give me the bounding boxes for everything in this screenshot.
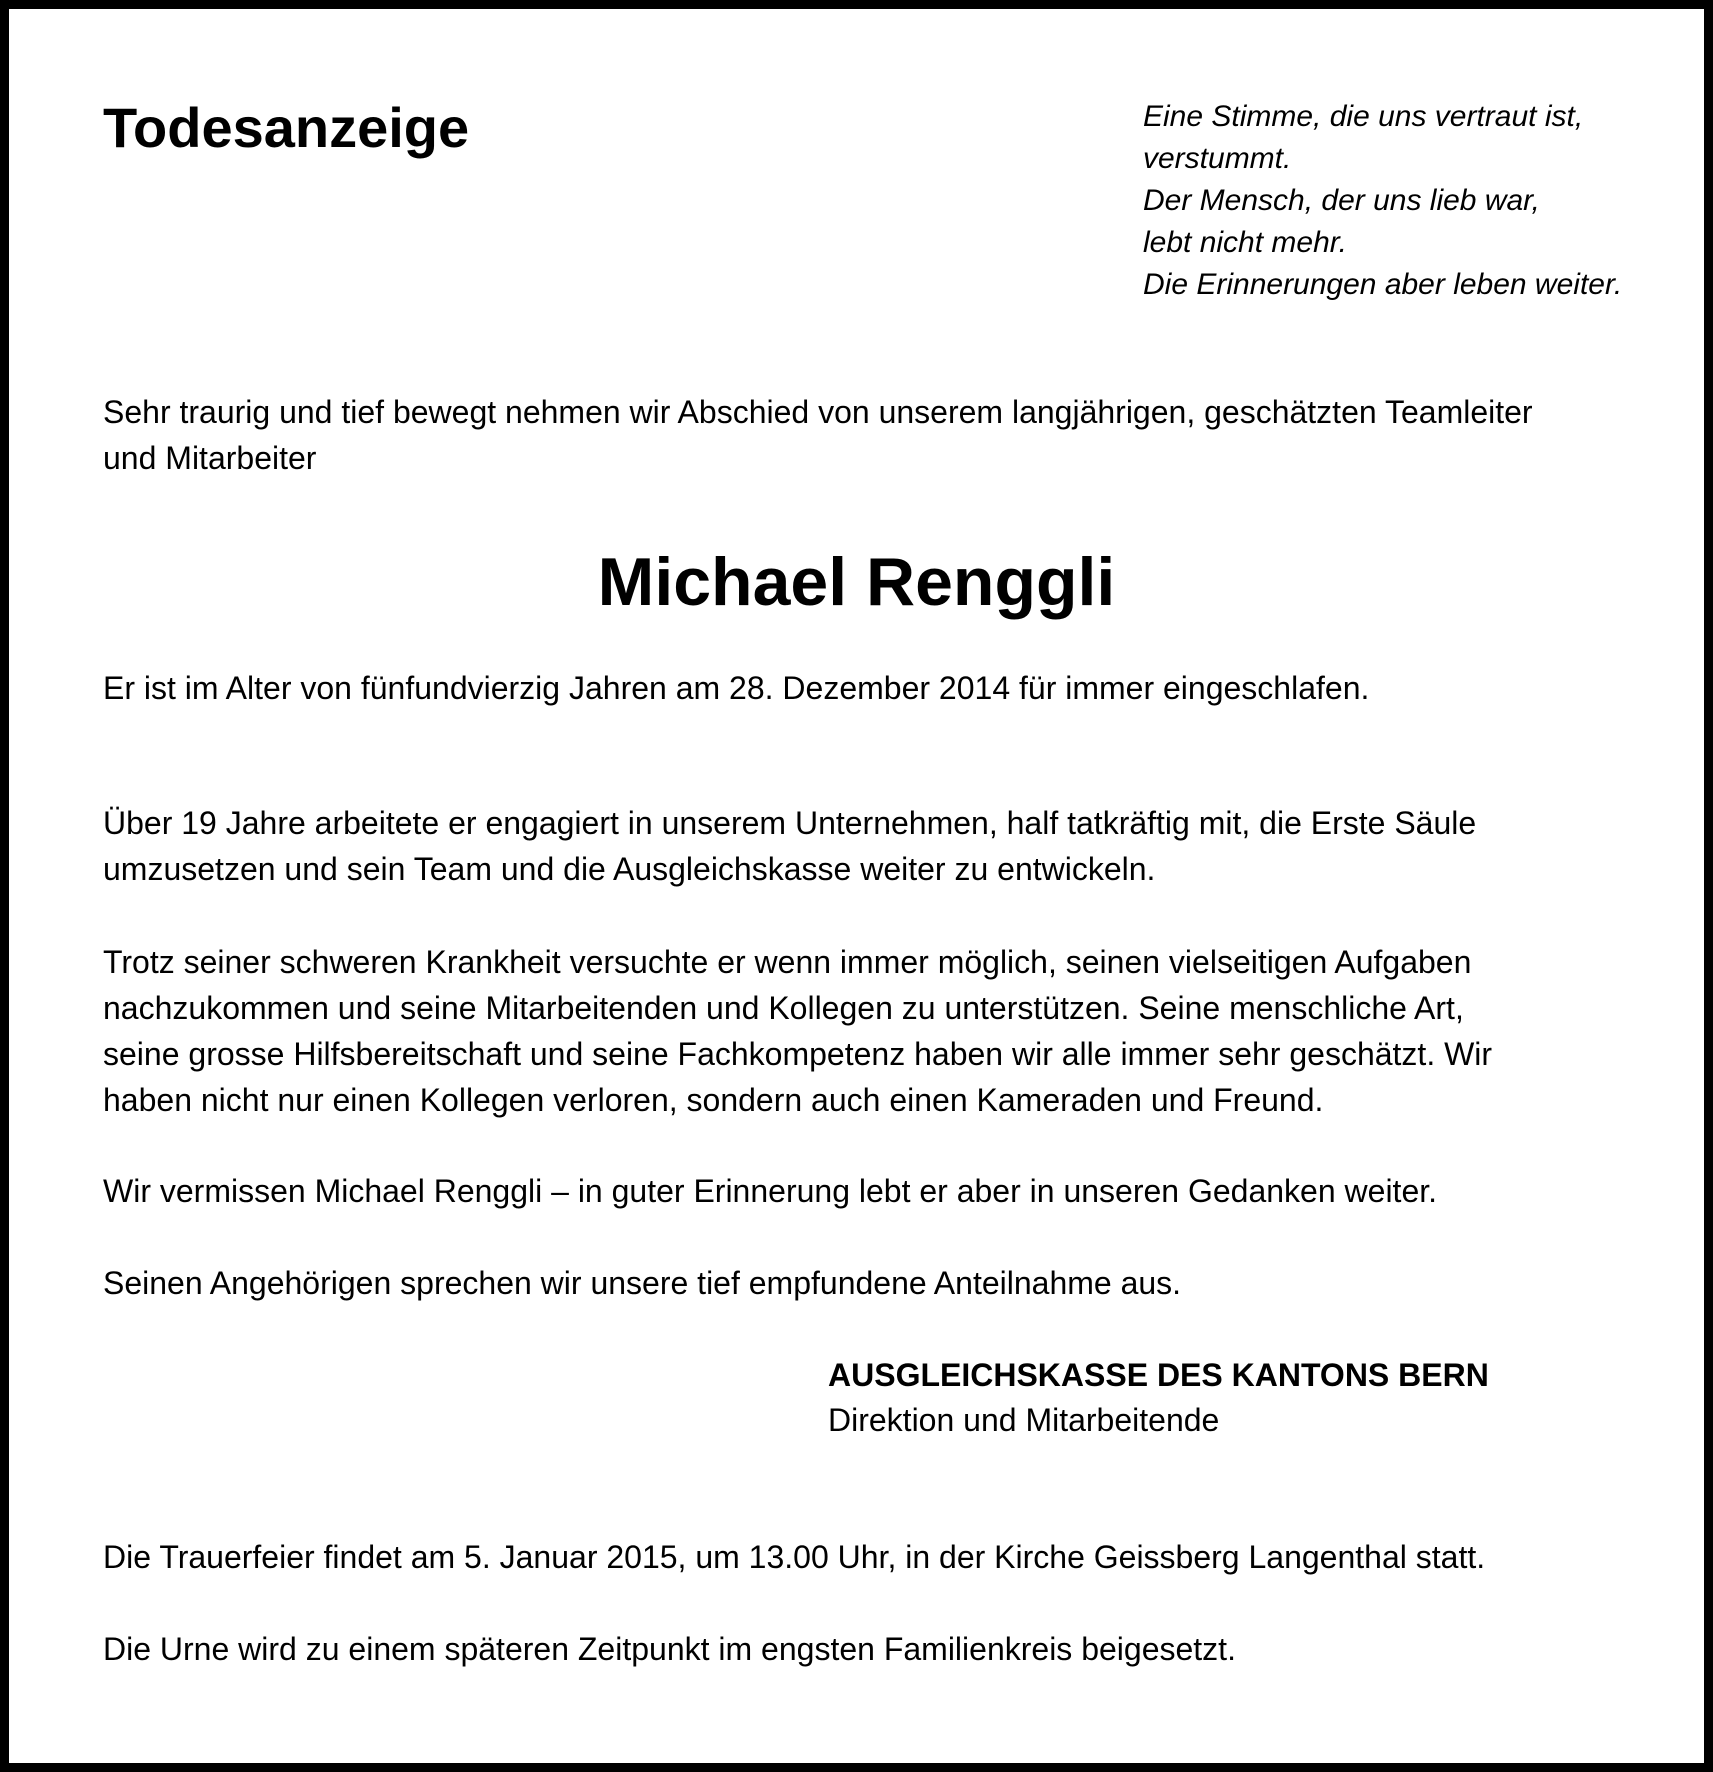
- tribute-line: seine grosse Hilfsbereitschaft und seine Fachkompetenz haben wir alle immer sehr geschätzt. Wir: [103, 1036, 1493, 1072]
- career-line: umzusetzen und sein Team und die Ausgleichskasse weiter zu entwickeln.: [103, 851, 1156, 887]
- intro-line: Sehr traurig und tief bewegt nehmen wir Abschied von unserem langjährigen, geschätzten Teamleiter: [103, 394, 1533, 430]
- funeral-info: Die Trauerfeier findet am 5. Januar 2015, um 13.00 Uhr, in der Kirche Geissberg Langenthal statt.: [103, 1539, 1486, 1575]
- intro-paragraph: [103, 389, 1533, 481]
- signature-subtitle: Direktion und Mitarbeitende: [828, 1402, 1220, 1438]
- tribute-line: nachzukommen und seine Mitarbeitenden und Kollegen zu unterstützen. Seine menschliche Art,: [103, 990, 1464, 1026]
- career-line: Über 19 Jahre arbeitete er engagiert in unserem Unternehmen, half tatkräftig mit, die Erste Säule: [103, 805, 1477, 841]
- quote-line: Eine Stimme, die uns vertraut ist,: [1143, 100, 1584, 133]
- deceased-name: Michael Renggli: [597, 544, 1116, 620]
- career-paragraph: [103, 800, 1476, 892]
- condolence-paragraph: Seinen Angehörigen sprechen wir unsere tief empfundene Anteilnahme aus.: [103, 1265, 1182, 1301]
- signature-organization: AUSGLEICHSKASSE DES KANTONS BERN: [828, 1357, 1489, 1393]
- quote-line: lebt nicht mehr.: [1143, 226, 1347, 259]
- quote-line: Die Erinnerungen aber leben weiter.: [1143, 268, 1623, 301]
- page-title: Todesanzeige: [103, 96, 470, 159]
- quote-line: verstummt.: [1143, 142, 1292, 175]
- memory-paragraph: Wir vermissen Michael Renggli – in guter Erinnerung lebt er aber in unseren Gedanken weiter.: [103, 1173, 1438, 1209]
- memorial-quote: [1143, 96, 1622, 306]
- death-notice: Er ist im Alter von fünfundvierzig Jahren am 28. Dezember 2014 für immer eingeschlafen.: [103, 670, 1370, 706]
- tribute-paragraph: [103, 939, 1492, 1123]
- quote-line: Der Mensch, der uns lieb war,: [1143, 184, 1540, 217]
- urn-info: Die Urne wird zu einem späteren Zeitpunkt im engsten Familienkreis beigesetzt.: [103, 1631, 1236, 1667]
- tribute-line: Trotz seiner schweren Krankheit versuchte er wenn immer möglich, seinen vielseitigen Aufgaben: [103, 944, 1472, 980]
- tribute-line: haben nicht nur einen Kollegen verloren, sondern auch einen Kameraden und Freund.: [103, 1082, 1324, 1118]
- intro-line: und Mitarbeiter: [103, 440, 317, 476]
